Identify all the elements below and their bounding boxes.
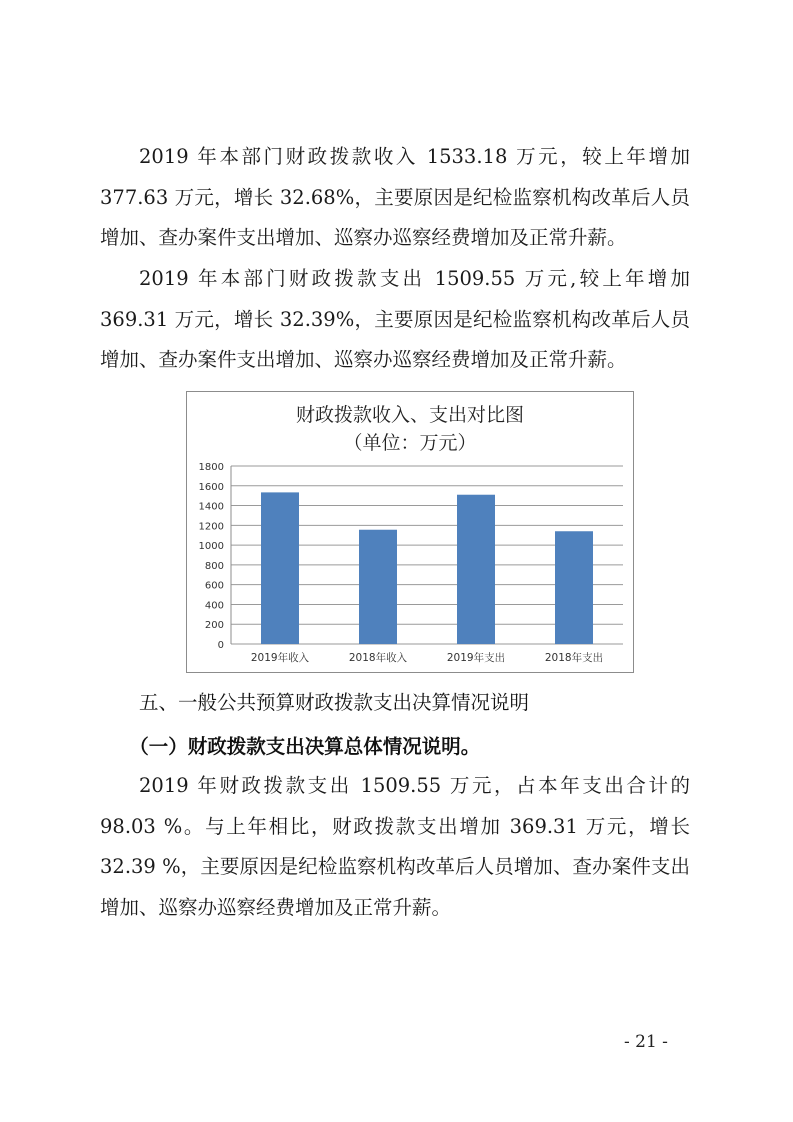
y-tick-label: 1000	[198, 541, 224, 553]
x-tick-label: 2019年收入	[250, 652, 310, 664]
chart-bars	[261, 492, 593, 644]
bar	[261, 492, 299, 644]
chart-x-axis	[251, 651, 603, 664]
y-tick-label: 1800	[198, 462, 224, 473]
page-number: - 21 -	[624, 1032, 668, 1052]
comparison-chart	[186, 391, 634, 673]
paragraph-subsection: 2019 年财政拨款支出 1509.55 万元，占本年支出合计的 98.03 %。与上年相比，财政拨款支出增加 369.31 万元，增长 32.39 %，主要原因是纪检监察机构改革后人员增加、查办案件支出增加、巡察办巡察经费增加及正常升薪。	[100, 774, 690, 919]
x-tick-label: 2018年支出	[544, 652, 604, 664]
y-tick-label: 1400	[198, 501, 224, 513]
y-tick-label: 800	[204, 560, 224, 572]
chart-title: 财政拨款收入、支出对比图	[295, 404, 525, 426]
y-tick-label: 600	[204, 580, 224, 592]
bar	[359, 530, 397, 644]
section-heading: 五、一般公共预算财政拨款支出决算情况说明	[139, 691, 530, 714]
subsection-heading: （一）财政拨款支出决算总体情况说明。	[129, 735, 481, 758]
bar	[555, 531, 593, 644]
y-tick-label: 200	[204, 620, 224, 632]
y-tick-label: 1200	[198, 521, 224, 533]
x-tick-label: 2019年支出	[446, 652, 506, 664]
paragraph-expenditure: 2019 年本部门财政拨款支出 1509.55 万元,较上年增加 369.31 万元，增长 32.39%，主要原因是纪检监察机构改革后人员增加、查办案件支出增加、巡察办巡察经费增加及正常升薪。	[100, 267, 690, 371]
y-tick-label: 400	[204, 600, 224, 612]
bar	[457, 495, 495, 644]
chart-subtitle: （单位：万元）	[343, 432, 477, 454]
x-tick-label: 2018年收入	[348, 652, 408, 664]
y-tick-label: 0	[217, 640, 224, 651]
paragraph-income: 2019 年本部门财政拨款收入 1533.18 万元，较上年增加 377.63 万元，增长 32.68%，主要原因是纪检监察机构改革后人员增加、查办案件支出增加、巡察办巡察经费增加及正常升薪。	[100, 145, 690, 249]
y-tick-label: 1600	[198, 481, 224, 493]
chart-y-axis	[199, 462, 231, 651]
chart-canvas	[187, 392, 633, 672]
